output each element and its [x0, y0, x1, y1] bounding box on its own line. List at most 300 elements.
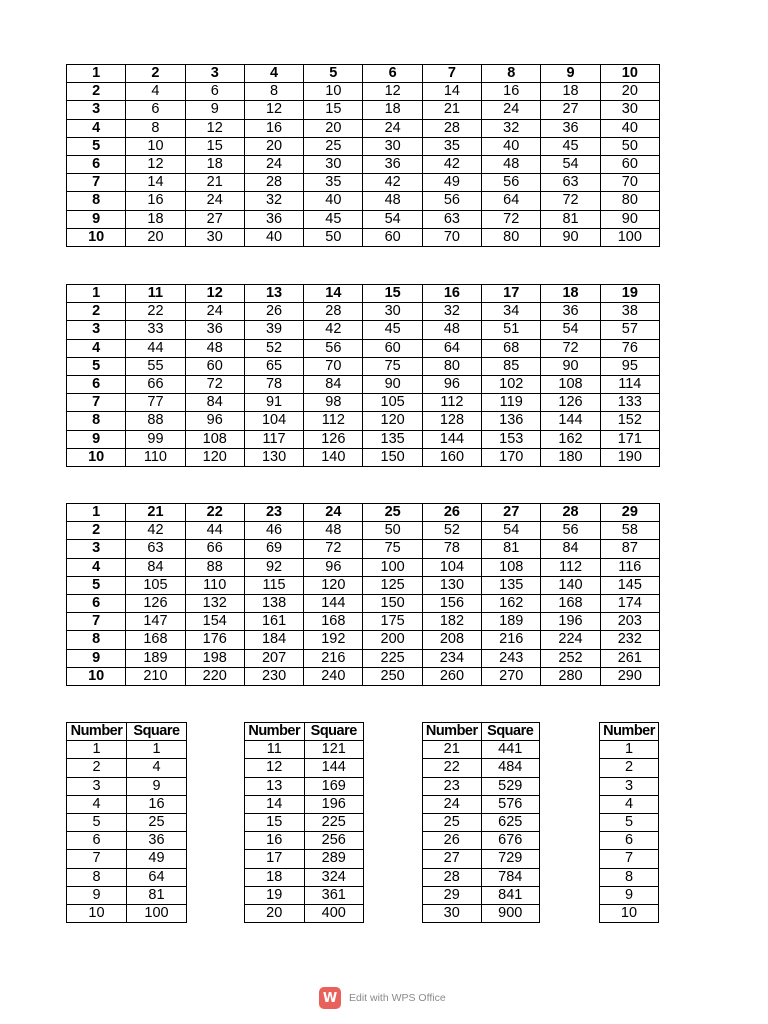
- table-row: [67, 83, 660, 101]
- table-cell: 8: [600, 868, 659, 886]
- table-cell: 36: [541, 303, 600, 321]
- header-cell: 9: [541, 65, 600, 83]
- column-header: Number: [67, 723, 127, 741]
- table-cell: 7: [67, 850, 127, 868]
- table-cell: 75: [363, 540, 422, 558]
- table-cell: 252: [541, 649, 600, 667]
- table-row: [67, 210, 660, 228]
- table-cell: 133: [600, 394, 659, 412]
- table-cell: 108: [482, 558, 541, 576]
- wps-office-badge[interactable]: [319, 987, 446, 1009]
- table-cell: 45: [304, 210, 363, 228]
- table-cell: 48: [363, 192, 422, 210]
- header-cell: 2: [126, 65, 185, 83]
- table-row: [67, 850, 187, 868]
- table-cell: 57: [600, 321, 659, 339]
- row-header-cell: 3: [67, 321, 126, 339]
- table-row: [245, 795, 364, 813]
- table-cell: 34: [482, 303, 541, 321]
- header-row: [67, 723, 187, 741]
- table-cell: 32: [244, 192, 303, 210]
- table-cell: 27: [185, 210, 244, 228]
- table-cell: 44: [126, 339, 185, 357]
- table-cell: 729: [481, 850, 540, 868]
- table-cell: 100: [127, 904, 187, 922]
- table-cell: 189: [126, 649, 185, 667]
- table-cell: 30: [363, 303, 422, 321]
- table-cell: 250: [363, 667, 422, 685]
- table-cell: 256: [304, 832, 364, 850]
- table-cell: 6: [185, 83, 244, 101]
- table-cell: 132: [185, 594, 244, 612]
- table-cell: 8: [67, 868, 127, 886]
- table-cell: 290: [600, 667, 659, 685]
- table-cell: 77: [126, 394, 185, 412]
- table-cell: 140: [304, 448, 363, 466]
- table-cell: 24: [244, 155, 303, 173]
- row-header-cell: 10: [67, 667, 126, 685]
- table-cell: 210: [126, 667, 185, 685]
- table-cell: 150: [363, 594, 422, 612]
- table-cell: 88: [126, 412, 185, 430]
- table-cell: 80: [482, 228, 541, 246]
- table-cell: 150: [363, 448, 422, 466]
- table-row: [67, 594, 660, 612]
- table-row: [600, 741, 659, 759]
- table-cell: 85: [482, 357, 541, 375]
- table-cell: 104: [244, 412, 303, 430]
- table-cell: 529: [481, 777, 540, 795]
- table-row: [67, 504, 660, 522]
- table-cell: 45: [541, 137, 600, 155]
- table-cell: 225: [363, 649, 422, 667]
- row-header-cell: 8: [67, 631, 126, 649]
- table-cell: 20: [126, 228, 185, 246]
- table-row: [600, 904, 659, 922]
- table-cell: 70: [304, 357, 363, 375]
- row-header-cell: 8: [67, 412, 126, 430]
- table-cell: 260: [422, 667, 481, 685]
- table-cell: 27: [423, 850, 482, 868]
- table-cell: 24: [363, 119, 422, 137]
- table-cell: 75: [363, 357, 422, 375]
- table-cell: 15: [185, 137, 244, 155]
- table-cell: 16: [244, 119, 303, 137]
- table-cell: 144: [304, 594, 363, 612]
- table-cell: 240: [304, 667, 363, 685]
- table-cell: 25: [423, 813, 482, 831]
- table-row: [245, 886, 364, 904]
- header-cell: 29: [600, 504, 659, 522]
- table-row: [423, 759, 540, 777]
- table-row: [67, 631, 660, 649]
- table-cell: 441: [481, 741, 540, 759]
- table-cell: 15: [304, 101, 363, 119]
- table-cell: 108: [185, 430, 244, 448]
- header-cell: 7: [422, 65, 481, 83]
- table-row: [423, 813, 540, 831]
- table-cell: 87: [600, 540, 659, 558]
- table-cell: 48: [422, 321, 481, 339]
- table-cell: 4: [126, 83, 185, 101]
- table-cell: 119: [482, 394, 541, 412]
- table-cell: 50: [600, 137, 659, 155]
- table-cell: 130: [244, 448, 303, 466]
- table-row: [423, 832, 540, 850]
- table-cell: 40: [304, 192, 363, 210]
- header-row: [245, 723, 364, 741]
- table-cell: 26: [423, 832, 482, 850]
- column-header: Square: [481, 723, 540, 741]
- table-cell: 36: [244, 210, 303, 228]
- header-cell: 21: [126, 504, 185, 522]
- table-cell: 324: [304, 868, 364, 886]
- table-cell: 80: [600, 192, 659, 210]
- table-row: [423, 850, 540, 868]
- table-row: [423, 741, 540, 759]
- table-cell: 28: [304, 303, 363, 321]
- table-row: [67, 321, 660, 339]
- table-cell: 12: [244, 101, 303, 119]
- table-row: [67, 558, 660, 576]
- table-cell: 30: [423, 904, 482, 922]
- table-cell: 400: [304, 904, 364, 922]
- row-header-cell: 5: [67, 576, 126, 594]
- table-cell: 216: [482, 631, 541, 649]
- row-header-cell: 10: [67, 228, 126, 246]
- table-cell: 99: [126, 430, 185, 448]
- table-cell: 115: [244, 576, 303, 594]
- table-cell: 64: [127, 868, 187, 886]
- row-header-cell: 6: [67, 375, 126, 393]
- table-cell: 116: [600, 558, 659, 576]
- table-cell: 18: [245, 868, 305, 886]
- multiplication-table-1: [66, 64, 660, 247]
- table-cell: 10: [126, 137, 185, 155]
- table-cell: 72: [541, 339, 600, 357]
- table-cell: 232: [600, 631, 659, 649]
- table-row: [67, 137, 660, 155]
- table-row: [67, 886, 187, 904]
- table-cell: 84: [304, 375, 363, 393]
- table-cell: 54: [541, 155, 600, 173]
- table-cell: 12: [126, 155, 185, 173]
- table-cell: 10: [67, 904, 127, 922]
- header-cell: 1: [67, 65, 126, 83]
- table-cell: 180: [541, 448, 600, 466]
- table-row: [423, 904, 540, 922]
- table-row: [245, 741, 364, 759]
- table-cell: 48: [185, 339, 244, 357]
- table-cell: 56: [482, 174, 541, 192]
- table-cell: 63: [541, 174, 600, 192]
- table-cell: 168: [126, 631, 185, 649]
- table-cell: 138: [244, 594, 303, 612]
- table-cell: 17: [245, 850, 305, 868]
- table-cell: 45: [363, 321, 422, 339]
- table-cell: 190: [600, 448, 659, 466]
- table-cell: 81: [482, 540, 541, 558]
- table-cell: 49: [422, 174, 481, 192]
- table-cell: 33: [126, 321, 185, 339]
- table-cell: 22: [126, 303, 185, 321]
- table-cell: 66: [126, 375, 185, 393]
- table-cell: 145: [600, 576, 659, 594]
- table-cell: 81: [127, 886, 187, 904]
- table-cell: 36: [363, 155, 422, 173]
- table-cell: 25: [127, 813, 187, 831]
- table-cell: 9: [127, 777, 187, 795]
- table-cell: 42: [126, 522, 185, 540]
- table-row: [67, 339, 660, 357]
- header-cell: 14: [304, 285, 363, 303]
- table-cell: 88: [185, 558, 244, 576]
- table-cell: 110: [185, 576, 244, 594]
- table-row: [67, 285, 660, 303]
- row-header-cell: 9: [67, 430, 126, 448]
- table-cell: 21: [185, 174, 244, 192]
- table-cell: 112: [304, 412, 363, 430]
- table-cell: 261: [600, 649, 659, 667]
- table-cell: 100: [600, 228, 659, 246]
- table-cell: 78: [422, 540, 481, 558]
- table-cell: 2: [67, 759, 127, 777]
- table-cell: 576: [481, 795, 540, 813]
- table-cell: 1: [600, 741, 659, 759]
- table-cell: 108: [541, 375, 600, 393]
- header-cell: 16: [422, 285, 481, 303]
- table-cell: 140: [541, 576, 600, 594]
- table-cell: 28: [422, 119, 481, 137]
- table-cell: 198: [185, 649, 244, 667]
- header-cell: 15: [363, 285, 422, 303]
- table-cell: 112: [541, 558, 600, 576]
- table-cell: 192: [304, 631, 363, 649]
- table-cell: 18: [363, 101, 422, 119]
- table-cell: 48: [482, 155, 541, 173]
- table-row: [600, 795, 659, 813]
- table-cell: 96: [304, 558, 363, 576]
- table-cell: 16: [245, 832, 305, 850]
- table-cell: 125: [363, 576, 422, 594]
- header-cell: 8: [482, 65, 541, 83]
- table-cell: 5: [600, 813, 659, 831]
- table-cell: 54: [541, 321, 600, 339]
- table-cell: 65: [244, 357, 303, 375]
- table-row: [67, 375, 660, 393]
- table-cell: 72: [185, 375, 244, 393]
- table-cell: 9: [67, 886, 127, 904]
- table-cell: 156: [422, 594, 481, 612]
- table-cell: 120: [185, 448, 244, 466]
- table-cell: 30: [304, 155, 363, 173]
- table-cell: 48: [304, 522, 363, 540]
- table-cell: 76: [600, 339, 659, 357]
- table-cell: 121: [304, 741, 364, 759]
- table-cell: 69: [244, 540, 303, 558]
- table-cell: 5: [67, 813, 127, 831]
- table-row: [245, 777, 364, 795]
- table-cell: 64: [422, 339, 481, 357]
- table-cell: 92: [244, 558, 303, 576]
- table-row: [67, 65, 660, 83]
- number-table-4: [599, 722, 659, 923]
- row-header-cell: 2: [67, 522, 126, 540]
- table-cell: 3: [67, 777, 127, 795]
- table-row: [67, 522, 660, 540]
- table-cell: 20: [244, 137, 303, 155]
- table-cell: 14: [126, 174, 185, 192]
- table-cell: 19: [245, 886, 305, 904]
- table-cell: 28: [423, 868, 482, 886]
- table-cell: 4: [127, 759, 187, 777]
- table-cell: 12: [185, 119, 244, 137]
- table-cell: 90: [600, 210, 659, 228]
- table-cell: 174: [600, 594, 659, 612]
- header-cell: 11: [126, 285, 185, 303]
- table-cell: 36: [541, 119, 600, 137]
- table-cell: 171: [600, 430, 659, 448]
- table-cell: 18: [541, 83, 600, 101]
- table-cell: 40: [600, 119, 659, 137]
- table-cell: 72: [482, 210, 541, 228]
- column-header: Number: [245, 723, 305, 741]
- row-header-cell: 4: [67, 119, 126, 137]
- table-cell: 6: [600, 832, 659, 850]
- row-header-cell: 9: [67, 649, 126, 667]
- table-cell: 60: [185, 357, 244, 375]
- table-row: [67, 741, 187, 759]
- row-header-cell: 5: [67, 137, 126, 155]
- table-cell: 12: [363, 83, 422, 101]
- table-cell: 676: [481, 832, 540, 850]
- header-cell: 22: [185, 504, 244, 522]
- table-cell: 841: [481, 886, 540, 904]
- table-cell: 168: [541, 594, 600, 612]
- row-header-cell: 8: [67, 192, 126, 210]
- table-cell: 84: [185, 394, 244, 412]
- table-cell: 29: [423, 886, 482, 904]
- table-cell: 30: [363, 137, 422, 155]
- header-cell: 26: [422, 504, 481, 522]
- table-cell: 21: [422, 101, 481, 119]
- table-cell: 144: [541, 412, 600, 430]
- header-cell: 13: [244, 285, 303, 303]
- table-cell: 1: [67, 741, 127, 759]
- table-cell: 54: [482, 522, 541, 540]
- row-header-cell: 9: [67, 210, 126, 228]
- table-cell: 80: [422, 357, 481, 375]
- table-cell: 63: [422, 210, 481, 228]
- table-cell: 100: [363, 558, 422, 576]
- table-row: [67, 448, 660, 466]
- table-cell: 70: [422, 228, 481, 246]
- table-row: [245, 850, 364, 868]
- table-cell: 154: [185, 613, 244, 631]
- table-cell: 56: [541, 522, 600, 540]
- table-cell: 35: [422, 137, 481, 155]
- table-cell: 36: [185, 321, 244, 339]
- table-cell: 117: [244, 430, 303, 448]
- table-cell: 625: [481, 813, 540, 831]
- table-cell: 42: [304, 321, 363, 339]
- table-cell: 81: [541, 210, 600, 228]
- table-cell: 189: [482, 613, 541, 631]
- table-cell: 90: [541, 228, 600, 246]
- table-row: [67, 192, 660, 210]
- row-header-cell: 2: [67, 303, 126, 321]
- table-cell: 35: [304, 174, 363, 192]
- table-cell: 102: [482, 375, 541, 393]
- table-row: [600, 777, 659, 795]
- table-row: [67, 868, 187, 886]
- table-cell: 8: [126, 119, 185, 137]
- header-cell: 25: [363, 504, 422, 522]
- table-cell: 270: [482, 667, 541, 685]
- table-cell: 51: [482, 321, 541, 339]
- table-cell: 39: [244, 321, 303, 339]
- row-header-cell: 3: [67, 540, 126, 558]
- table-row: [67, 394, 660, 412]
- table-cell: 234: [422, 649, 481, 667]
- table-cell: 16: [482, 83, 541, 101]
- table-cell: 72: [541, 192, 600, 210]
- table-cell: 42: [422, 155, 481, 173]
- table-cell: 7: [600, 850, 659, 868]
- table-cell: 38: [600, 303, 659, 321]
- table-row: [600, 868, 659, 886]
- table-cell: 2: [600, 759, 659, 777]
- table-cell: 1: [127, 741, 187, 759]
- table-cell: 20: [304, 119, 363, 137]
- header-row: [600, 723, 659, 741]
- table-cell: 70: [600, 174, 659, 192]
- table-row: [67, 357, 660, 375]
- table-cell: 98: [304, 394, 363, 412]
- table-cell: 220: [185, 667, 244, 685]
- table-row: [67, 813, 187, 831]
- table-cell: 22: [423, 759, 482, 777]
- table-cell: 28: [244, 174, 303, 192]
- table-row: [67, 101, 660, 119]
- table-row: [67, 174, 660, 192]
- table-cell: 120: [304, 576, 363, 594]
- table-cell: 96: [422, 375, 481, 393]
- header-cell: 12: [185, 285, 244, 303]
- table-cell: 32: [482, 119, 541, 137]
- table-cell: 289: [304, 850, 364, 868]
- table-cell: 135: [482, 576, 541, 594]
- table-cell: 54: [363, 210, 422, 228]
- header-cell: 4: [244, 65, 303, 83]
- header-cell: 24: [304, 504, 363, 522]
- table-cell: 225: [304, 813, 364, 831]
- table-row: [67, 303, 660, 321]
- table-cell: 161: [244, 613, 303, 631]
- table-cell: 12: [245, 759, 305, 777]
- table-row: [600, 813, 659, 831]
- square-table-3: [422, 722, 540, 923]
- table-cell: 63: [126, 540, 185, 558]
- table-cell: 30: [185, 228, 244, 246]
- table-cell: 24: [185, 303, 244, 321]
- table-row: [67, 832, 187, 850]
- table-cell: 169: [304, 777, 364, 795]
- table-cell: 280: [541, 667, 600, 685]
- header-cell: 27: [482, 504, 541, 522]
- table-cell: 484: [481, 759, 540, 777]
- table-cell: 49: [127, 850, 187, 868]
